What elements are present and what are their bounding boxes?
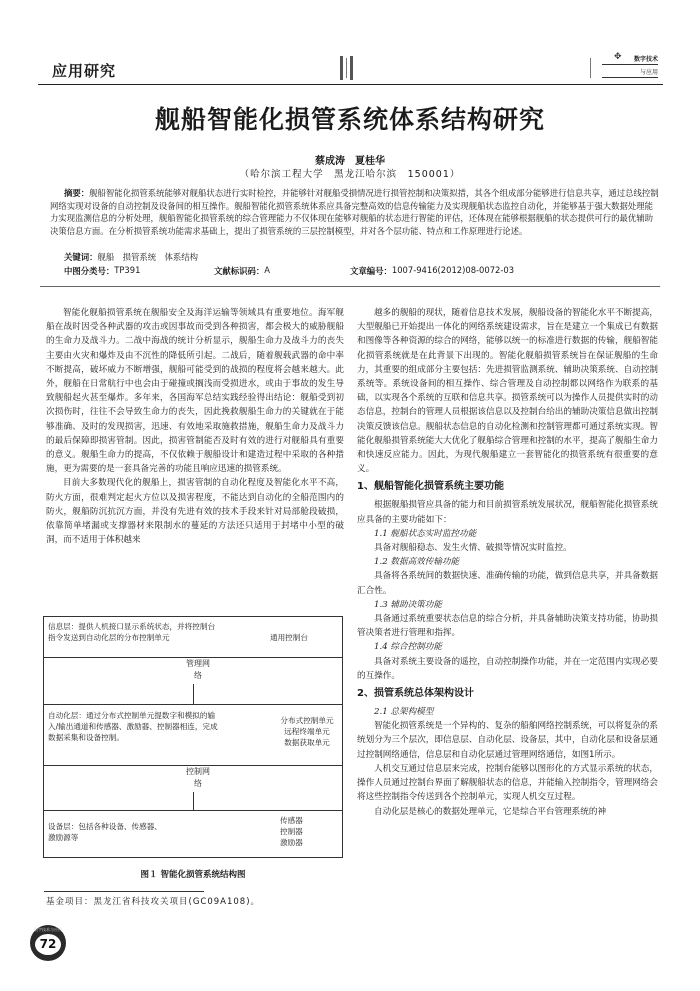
subsection-heading: 2.1 总架构模型 [374, 707, 434, 718]
paragraph: 具备对系统主要设备的遥控，自动控制操作功能，并在一定范围内实现必要的互操作。 [357, 656, 658, 681]
doc-code-value: A [264, 265, 270, 275]
clc-value: TP391 [114, 265, 141, 275]
abstract-label: 摘要： [64, 188, 90, 198]
subsection-heading: 1.4 综合控制功能 [374, 642, 442, 653]
footnote-rule [44, 891, 204, 892]
header-rule [38, 84, 663, 85]
badge-arc-text: 数字技术与应用 [34, 927, 62, 932]
figure-caption: 图１ 智能化损管系统结构图 [140, 870, 246, 880]
abstract-divider [40, 286, 660, 287]
dau-label: 数据获取单元 [284, 738, 330, 747]
abstract [50, 187, 660, 237]
management-network-label: 管理网络 [185, 658, 211, 684]
journal-logo [602, 54, 658, 84]
controller-label: 控制器 [280, 827, 303, 836]
section-heading: 2、损管系统总体架构设计 [357, 688, 474, 700]
device-layer-box [43, 810, 343, 858]
device-layer-text: 设备层：包括各种设备、传感器、激励源等 [48, 822, 162, 842]
paragraph: 具备通过系统重要状态信息的综合分析，并具备辅助决策支持功能，协助损管决策者进行管理和指挥。 [357, 614, 658, 639]
journal-logo-line1: 数字技术 [602, 54, 658, 65]
journal-logo-icon: ✥ [614, 52, 622, 62]
article-number-value: 1007-9416(2012)08-0072-03 [391, 265, 515, 275]
page-number-badge [30, 925, 66, 961]
paragraph: 自动化层是核心的数据处理单元，它是综合平台管理系统的神 [374, 806, 607, 817]
page-number: 72 [35, 934, 61, 955]
section-label: 应用研究 [52, 62, 117, 80]
paragraph: 智能化损管系统是一个异构的、复杂的船舶网络控制系统，可以将复杂的系统划分为三个层次，即信息层、自动化层、设备层，其中，自动化层和设备层通过控制网络通信，信息层和自动化层通过管理网络通信，如图1所示。 [357, 721, 658, 760]
automation-layer-box [43, 704, 343, 766]
subsection-heading: 1.1 舰船状态实时监控功能 [374, 528, 477, 539]
paragraph: 目前大多数现代化的舰船上，损害管制的自动化程度及智能化水平不高，防火方面，很难判定起火方位以及损害程度，不能达到自动化的全船范围内的防火，舰船防沉抗沉方面，并没有先进有效的技术手段来针对局部舱段破损，依靠简单堵漏或支撑器材来限制水的蔓延的方法还只适用于封堵中小型的破洞，而不适用于体积越来 [46, 478, 344, 546]
info-layer-text: 信息层：提供人机接口显示系统状态，并将控制台指令发送到自动化层的分布控制单元 [48, 622, 216, 642]
journal-logo-line2: 与应用 [602, 67, 658, 78]
subsection-heading: 1.3 辅助决策功能 [374, 599, 442, 610]
rtu-label: 远程终端单元 [284, 727, 330, 736]
affiliation: （哈尔滨工程大学 黑龙江哈尔滨 150001） [239, 169, 461, 180]
keywords-label: 关键词： [64, 252, 98, 262]
article-number-label: 文章编号： [350, 266, 392, 276]
right-column [357, 306, 658, 819]
automation-layer-text: 自动化层：通过分布式控制单元提数字和模拟的输入/输出通道和传感器、激励器、控制器相连，完成数据采集和设备控制。 [48, 711, 218, 742]
subsection-heading: 1.2 数据高效传输功能 [374, 557, 460, 568]
control-network-label: 控制网络 [185, 766, 211, 792]
info-layer-box [43, 616, 343, 658]
paragraph: 人机交互通过信息层来完成，控制台能够以图形化的方式显示系统的状态，操作人员通过控制台界面了解舰船状态的信息，并能输入控制指令，管理网络会将这些控制指令传送到各个控制单元，实现人机交互过程。 [357, 763, 658, 803]
paragraph: 智能化舰船损管系统在舰船安全及海洋运输等领域具有重要地位。海军舰船在战时因受各种武器的攻击或因事故而受到各种损害，都会极大的威胁舰船的生命力及战斗力。二战中海战的统计分析显示，舰船生命力及战斗力的丧失主要由火灾和爆炸及由不沉性的降低所引起。二战后，随着舰载武器的命中率不断提高，破坏威力不断增强，舰船可能受到的战损的程度将会越来越大。此外，舰船在日常航行中也会由于碰撞或搁浅而受损进水，或由于事故的发生导致舰船起火甚至爆炸。多年来，各国海军总结实践经验得出结论：舰船受到初次损伤时，往往不会导致生命力的丧失，因此挽救舰船生命力的关键就在于能够准确、及时的发现损害，迅速、有效地采取施救措施，舰船生命力及战斗力的最后保障即损害管制。因此，损害管制能否及时有效的进行对舰船具有重要的意义。舰船生命力的提高，不仅依赖于舰船设计和建造过程中采取的各种措施，更为需要的是一套具备完善的功能且响应迅速的损管系统。 [46, 308, 344, 475]
console-label: 通用控制台 [270, 633, 308, 642]
connector-line [193, 684, 194, 704]
clc-label: 中图分类号： [64, 266, 115, 276]
dcu-label: 分布式控制单元 [280, 716, 334, 725]
paragraph: 根据舰船损管应具备的能力和目前损管系统发展状况，舰船智能化损管系统应具备的主要功能如下： [357, 500, 658, 525]
authors: 蔡成涛 夏桂华 [315, 156, 385, 167]
abstract-text: 舰船智能化损管系统能够对舰船状态进行实时检控，并能够针对舰船受損情况进行损管控制和决策拟措，其各个组成部分能够进行信息共享，通过总线控制网络实现对设备的自动控制及设备间的相互操作。舰船智能化损管系统体系应具备完整高效的信息传输能力及实现舰船状态监控自动化，并能够基于强大数据处理能力实现监测信息的分析处理，舰船智能化损管系统的综合管理能力不仅体现在能够对舰船的状态进行智能的评估，还体现在能够根据舰船的状态提供可行的最优辅助决策信息方面。在分析损管系统功能需求基础上，提出了损管系统的三层控制模型，并对各个层功能、特点和工作原理进行论述。 [50, 188, 659, 236]
connector-line [193, 792, 194, 810]
keywords-text: 舰船 损管系统 体系结构 [97, 252, 198, 262]
paper-title: 舰船智能化损管系统体系结构研究 [154, 105, 545, 134]
section-heading: 1、舰船智能化损管系统主要功能 [357, 481, 504, 493]
left-column [46, 306, 344, 547]
paragraph: 具备将各系统间的数据快速、准确传输的功能，做到信息共享，并具备数据汇合性。 [357, 571, 658, 596]
sensor-label: 传感器 [280, 816, 303, 825]
footnote: 基金项目：黑龙江省科技攻关项目(GC09A108)。 [46, 897, 261, 907]
actuator-label: 激励器 [280, 838, 303, 847]
keywords [64, 251, 198, 263]
paragraph: 越多的舰船的现状，随着信息技术发展，舰船设备的智能化水平不断提高，大型舰船已开始提出一体化的网络系统建设需求，旨在是建立一个集成已有数据和图像等各种资源的综合的网络，能够以统一的标准进行数据的传输，舰船智能化损管系统就是在此背景下出现的。智能化舰船损管系统旨在保证舰船的生命力，其重要的组成部分主要包括：先进损管监测系统、辅助决策系统、自动控制系统等。系统设备间的相互操作、综合管理及自动控制都以网络作为联系的基础，以实现各个系统的互联和信息共享。损管系统可以为操作人员提供实时的动态信息，控制台的管理人员根据该信息以及控制台给出的辅助决策信息做出控制决策反馈该信息。舰船状态信息的自动化检测和控制管理都可通过系统实现。智能化舰船损管系统能大大优化了舰船综合管理和控制的水平，提高了舰船生命力和快速反应能力。因此，为现代舰船建立一套智能化的损管系统有很重要的意义。 [357, 308, 658, 475]
doc-code-label: 文献标识码： [214, 266, 265, 276]
paragraph: 具备对舰船稳态、发生火情、破损等情况实时监控。 [374, 543, 572, 554]
